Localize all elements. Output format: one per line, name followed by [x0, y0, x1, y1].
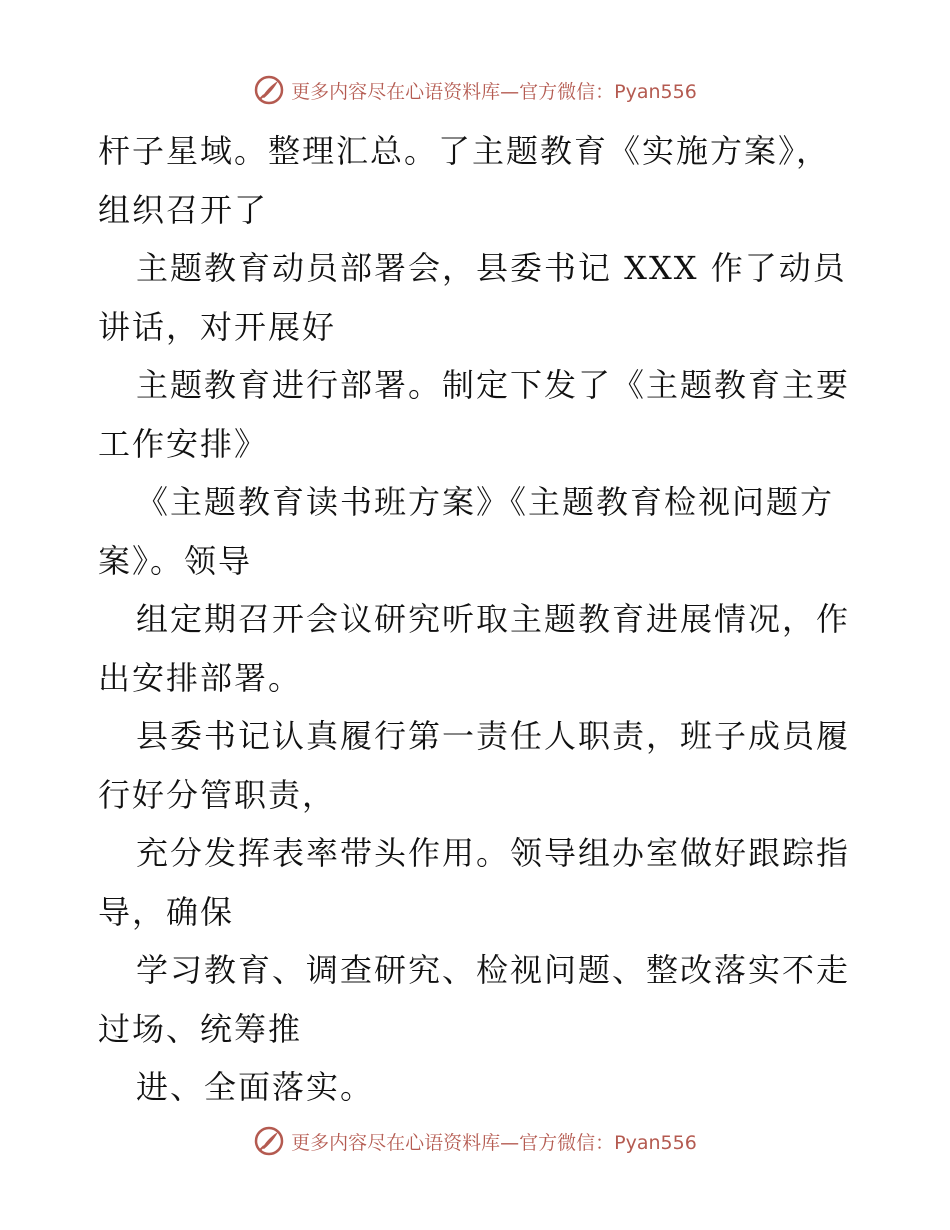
document-body: [98, 122, 858, 1117]
text-line: 过场、统筹推: [98, 1009, 303, 1048]
text-line: 案》。领导: [98, 541, 253, 580]
feather-pen-circle-icon: [253, 1125, 285, 1157]
header-watermark: [0, 70, 950, 110]
text-line: 主题教育动员部署会，县委书记 XXX 作了动员: [136, 249, 847, 287]
text-line: 杆子星域。整理汇总。了主题教育《实施方案》，: [98, 132, 831, 170]
text-line: 《主题教育读书班方案》《主题教育检视问题方: [136, 483, 835, 521]
watermark-text: 更多内容尽在心语资料库—官方微信：Pyan556: [291, 1131, 697, 1154]
text-line: 学习教育、调查研究、检视问题、整改落实不走: [136, 951, 851, 989]
text-line: 充分发挥表率带头作用。领导组办室做好跟踪指: [136, 834, 851, 872]
feather-pen-circle-icon: [253, 74, 285, 106]
text-line: 县委书记认真履行第一责任人职责，班子成员履: [136, 717, 851, 755]
watermark-text: 更多内容尽在心语资料库—官方微信：Pyan556: [291, 80, 697, 103]
text-line: 进、全面落实。: [136, 1068, 375, 1106]
text-line: 主题教育进行部署。制定下发了《主题教育主要: [136, 366, 851, 404]
text-line: 导，确保: [98, 892, 235, 931]
text-line: 出安排部署。: [98, 658, 303, 697]
text-line: 讲话，对开展好: [98, 307, 337, 346]
text-line: 组织召开了: [98, 190, 269, 229]
text-line: 组定期召开会议研究听取主题教育进展情况，作: [136, 600, 851, 638]
text-line: 工作安排》: [98, 424, 269, 463]
text-line: 行好分管职责，: [98, 775, 337, 814]
footer-watermark: [0, 1121, 950, 1161]
